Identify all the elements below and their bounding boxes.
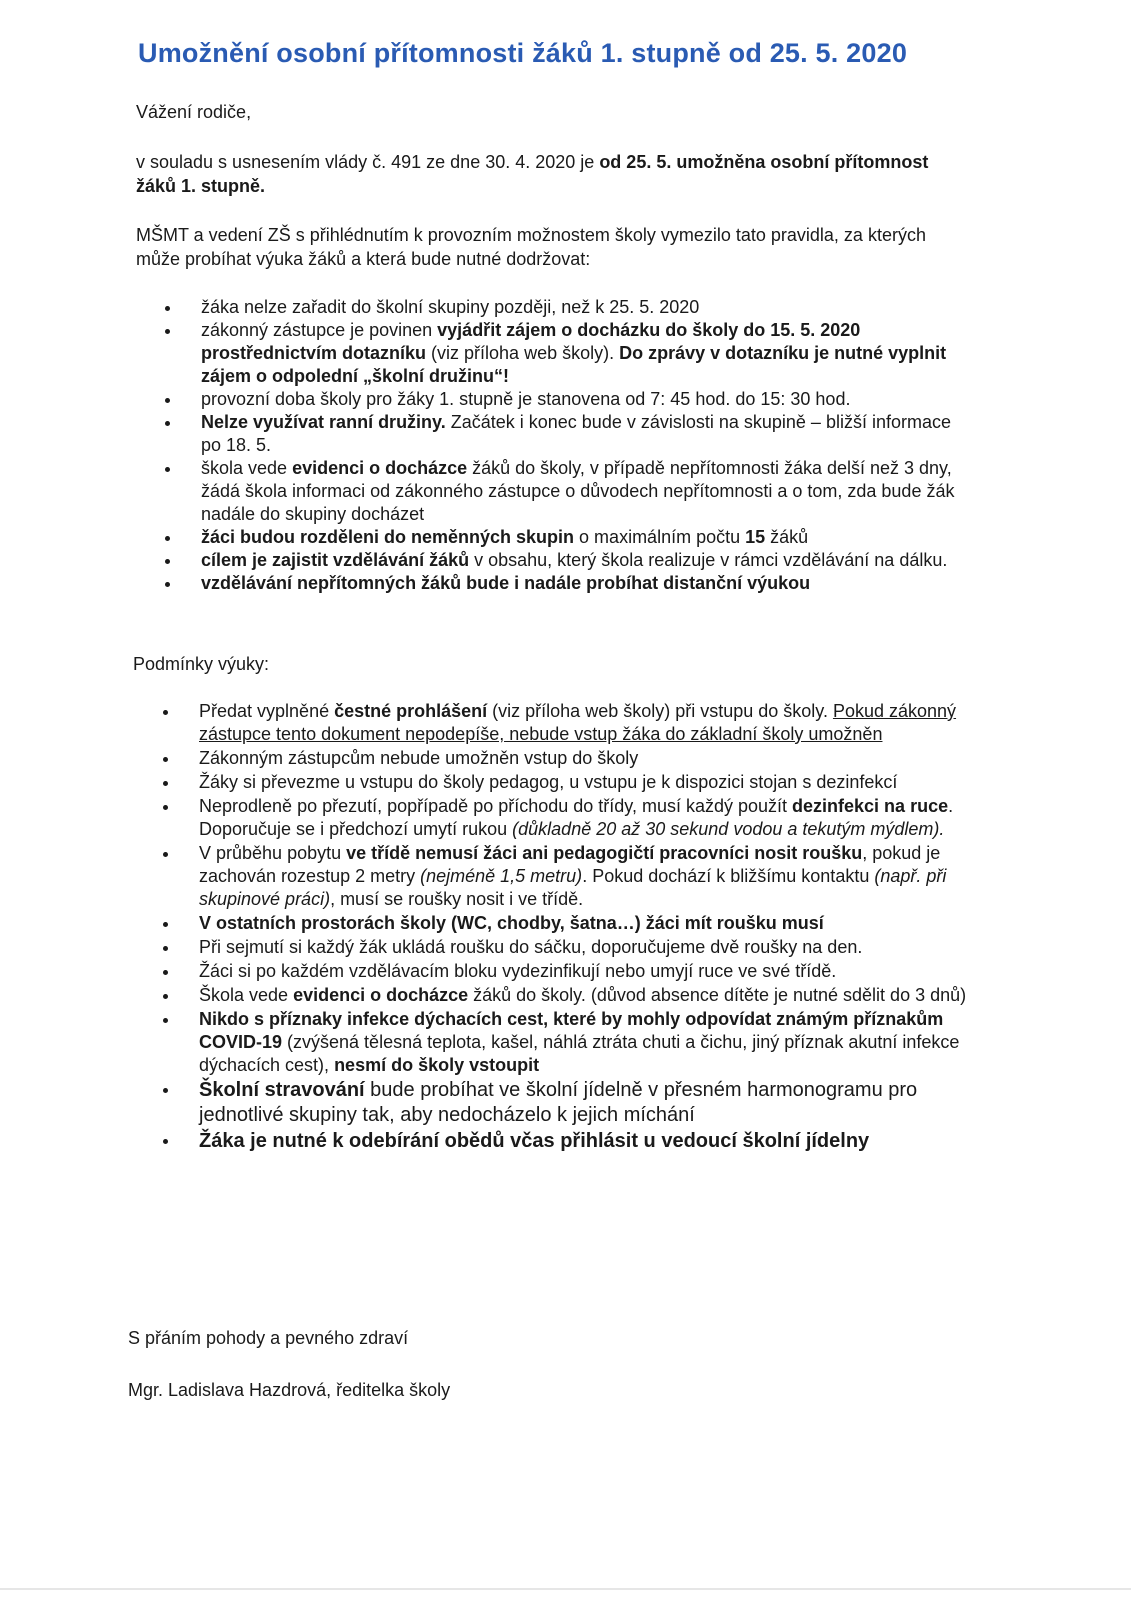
text-run: V ostatních prostorách školy (WC, chodby, šatna…) žáci mít roušku musí [199, 913, 824, 933]
list-item [165, 388, 970, 411]
text-run: vzdělávání nepřítomných žáků bude i nadále probíhat distanční výukou [201, 573, 811, 593]
text-run: dezinfekci na ruce [792, 796, 949, 816]
closing-line: S přáním pohody a pevného zdraví [128, 1328, 409, 1348]
text-run: evidenci o docházce [292, 458, 468, 478]
text-run: Předat vyplněné [199, 701, 335, 721]
page-edge-divider [0, 1588, 1131, 1590]
list-item [163, 1008, 968, 1077]
text-run: zákonný zástupce je povinen [201, 320, 438, 340]
text-run: (např. při skupinové práci) [199, 866, 947, 909]
list-item [165, 319, 970, 388]
text-run: od 25. 5. umožněna osobní přítomnost žáků 1. stupně. [136, 152, 929, 196]
text-run: Zákonným zástupcům nebude umožněn vstup do školy [199, 748, 639, 768]
conditions-heading: Podmínky výuky: [133, 654, 270, 674]
text-run: nesmí do školy vstoupit [334, 1055, 540, 1075]
text-run: Nikdo s příznaky infekce dýchacích cest, které by mohly odpovídat známým příznakům COVID-19 [199, 1009, 944, 1052]
intro-paragraph [136, 150, 966, 198]
list-item [165, 411, 970, 457]
text-run: . Doporučuje se i předchozí umytí rukou [199, 796, 954, 839]
text-run: v souladu s usnesením vlády č. 491 ze dne 30. 4. 2020 je [136, 152, 600, 172]
text-run: Žáky si převezme u vstupu do školy pedagog, u vstupu je k dispozici stojan s dezinfekcí [199, 772, 898, 792]
list-item [163, 700, 968, 746]
text-run: žáků do školy. (důvod absence dítěte je nutné sdělit do 3 dnů) [468, 985, 967, 1005]
text-run: , pokud je zachován rozestup 2 metry [199, 843, 941, 886]
text-run: Pokud zákonný zástupce tento dokument nepodepíše, nebude vstup žáka do základní školy umožněn [199, 701, 957, 744]
list-item [165, 296, 970, 319]
text-run: žáků do školy, v případě nepřítomnosti žáka delší než 3 dny, žádá škola informaci od zákonného zástupce o důvodech nepřítomnosti a o tom, zda bude žák nadále do skupiny docházet [201, 458, 955, 524]
text-run: (zvýšená tělesná teplota, kašel, náhlá ztráta chuti a čichu, jiný příznak akutní infekce dýchacích cest), [199, 1032, 960, 1075]
signature-line: Mgr. Ladislava Hazdrová, ředitelka školy [128, 1380, 451, 1400]
list-item [163, 747, 968, 770]
text-run: Do zprávy v dotazníku je nutné vyplnit zájem o odpolední „školní družinu“! [201, 343, 947, 386]
text-run: žáka nelze zařadit do školní skupiny později, než k 25. 5. 2020 [201, 297, 700, 317]
greeting: Vážení rodiče, [136, 102, 252, 122]
list-item [163, 912, 968, 935]
text-run: Při sejmutí si každý žák ukládá roušku do sáčku, doporučujeme dvě roušky na den. [199, 937, 863, 957]
text-run: . Pokud dochází k bližšímu kontaktu [582, 866, 875, 886]
text-run: čestné prohlášení [334, 701, 488, 721]
text-run: V průběhu pobytu [199, 843, 347, 863]
text-run: 15 [745, 527, 766, 547]
text-run: Školní stravování [199, 1079, 365, 1101]
text-run: evidenci o docházce [293, 985, 469, 1005]
page-title: Umožnění osobní přítomnosti žáků 1. stupně od 25. 5. 2020 [138, 38, 908, 68]
text-run: bude probíhat ve školní jídelně v přesném harmonogramu pro jednotlivé skupiny tak, aby nedocházelo k jejich míchání [199, 1079, 918, 1126]
list-item [163, 1078, 968, 1128]
text-run: Žáka je nutné k odebírání obědů včas přihlásit u vedoucí školní jídelny [199, 1130, 870, 1152]
text-run: Neprodleně po přezutí, popřípadě po příchodu do třídy, musí každý použít [199, 796, 793, 816]
text-run: (nejméně 1,5 metru) [420, 866, 583, 886]
text-run: Škola vede [199, 985, 294, 1005]
list-item [163, 936, 968, 959]
text-run: MŠMT a vedení ZŠ s přihlédnutím k provozním možnostem školy vymezilo tato pravidla, za kterých může probíhat výuka žáků a která bude nutné dodržovat: [136, 225, 926, 269]
text-run: , musí se roušky nosit i ve třídě. [330, 889, 584, 909]
text-run: o maximálním počtu [574, 527, 746, 547]
text-run: Začátek i konec bude v závislosti na skupině – bližší informace po 18. 5. [201, 412, 951, 455]
rules-intro-paragraph [136, 223, 971, 271]
text-run: Žáci si po každém vzdělávacím bloku vydezinfikují nebo umyjí ruce ve své třídě. [199, 961, 837, 981]
list-item [165, 457, 970, 526]
text-run: (viz příloha web školy) při vstupu do školy. [487, 701, 833, 721]
list-item [165, 526, 970, 549]
list-item [163, 984, 968, 1007]
text-run: v obsahu, který škola realizuje v rámci vzdělávání na dálku. [469, 550, 948, 570]
text-run: vyjádřit zájem o docházku do školy do 15. 5. 2020 prostřednictvím dotazníku [201, 320, 861, 363]
conditions-list [163, 700, 968, 1155]
list-item [165, 572, 970, 595]
text-run: žáků [765, 527, 809, 547]
list-item [163, 1129, 968, 1154]
text-run: Nelze využívat ranní družiny. [201, 412, 446, 432]
list-item [163, 842, 968, 911]
rules-list [165, 296, 970, 595]
text-run: (důkladně 20 až 30 sekund vodou a tekutým mýdlem). [512, 819, 945, 839]
text-run: (viz příloha web školy). [426, 343, 620, 363]
text-run: provozní doba školy pro žáky 1. stupně je stanovena od 7: 45 hod. do 15: 30 hod. [201, 389, 851, 409]
list-item [165, 549, 970, 572]
list-item [163, 795, 968, 841]
text-run: cílem je zajistit vzdělávání žáků [201, 550, 470, 570]
list-item [163, 771, 968, 794]
text-run: ve třídě nemusí žáci ani pedagogičtí pracovníci nosit roušku [346, 843, 863, 863]
list-item [163, 960, 968, 983]
text-run: žáci budou rozděleni do neměnných skupin [201, 527, 575, 547]
text-run: škola vede [201, 458, 293, 478]
